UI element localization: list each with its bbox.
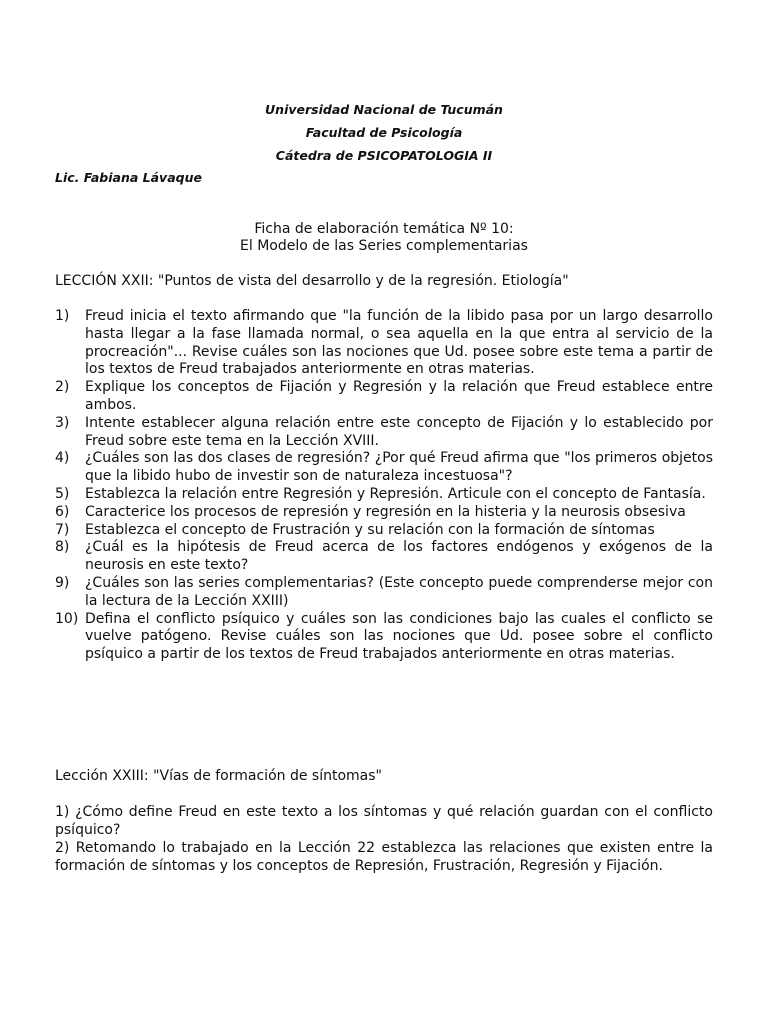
list-item xyxy=(55,486,713,504)
item-text: Caracterice los procesos de represión y regresión en la histeria y la neurosis obsesiva xyxy=(85,503,686,520)
item-number: 6) xyxy=(55,503,70,520)
chair-name: Cátedra de PSICOPATOLOGIA II xyxy=(275,148,493,163)
item-number: 3) xyxy=(55,414,70,431)
item-number: 2) xyxy=(55,379,70,396)
list-item xyxy=(55,522,713,540)
item-text: Defina el conflicto psíquico y cuáles son las condiciones bajo las cuales el conflicto se vuelve patógeno. Revise cuáles son las nociones que Ud. posee sobre el conflicto psíquico a partir de los textos de Freud trabajados anteriormente en otras materias. xyxy=(85,610,713,663)
item-text: ¿Cuáles son las series complementarias? (Este concepto puede comprenderse mejor con la lectura de la Lección XXIII) xyxy=(85,574,713,609)
list-item xyxy=(55,450,713,486)
item-number: 9) xyxy=(55,574,70,591)
item-number: 8) xyxy=(55,539,70,556)
list-item xyxy=(55,379,713,415)
faculty-name: Facultad de Psicología xyxy=(305,125,463,140)
university-name: Universidad Nacional de Tucumán xyxy=(265,102,503,117)
list-item xyxy=(55,308,713,379)
author-name: Lic. Fabiana Lávaque xyxy=(55,170,202,185)
item-number: 4) xyxy=(55,450,70,467)
list-item xyxy=(55,504,713,522)
lesson-23-question-1: 1) ¿Cómo define Freud en este texto a los síntomas y qué relación guardan con el conflicto psíquico? xyxy=(55,804,713,838)
item-text: Establezca el concepto de Frustración y su relación con la formación de síntomas xyxy=(85,521,655,538)
list-item xyxy=(55,611,713,664)
lesson-22-heading: LECCIÓN XXII: "Puntos de vista del desarrollo y de la regresión. Etiología" xyxy=(55,273,569,289)
list-item xyxy=(55,539,713,575)
item-number: 7) xyxy=(55,521,70,538)
lesson-22-question-list xyxy=(55,308,713,664)
item-number: 5) xyxy=(55,485,70,502)
item-text: Establezca la relación entre Regresión y Represión. Articule con el concepto de Fantasía. xyxy=(85,485,706,502)
item-text: Intente establecer alguna relación entre este concepto de Fijación y lo establecido por Freud sobre este tema en la Lección XVIII. xyxy=(85,414,713,449)
document-title-line-1: Ficha de elaboración temática Nº 10: xyxy=(254,221,514,237)
list-item xyxy=(55,415,713,451)
item-text: Freud inicia el texto afirmando que "la función de la libido pasa por un largo desarrollo hasta llegar a la fase llamada normal, o sea aquella en la que entra al servicio de la procreación"... Revise cuáles son las nociones que Ud. posee sobre este tema a partir de los textos de Freud trabajados anteriormente en otras materias. xyxy=(85,308,713,378)
item-number: 1) xyxy=(55,308,70,324)
item-text: ¿Cuál es la hipótesis de Freud acerca de los factores endógenos y exógenos de la neurosis en este texto? xyxy=(85,539,713,574)
item-text: ¿Cuáles son las dos clases de regresión? ¿Por qué Freud afirma que "los primeros objetos que la libido hubo de investir son de naturaleza incestuosa"? xyxy=(85,450,713,485)
lesson-23-question-2: 2) Retomando lo trabajado en la Lección 22 establezca las relaciones que existen entre la formación de síntomas y los conceptos de Represión, Frustración, Regresión y Fijación. xyxy=(55,840,713,874)
lesson-23-heading: Lección XXIII: "Vías de formación de síntomas" xyxy=(55,768,382,784)
item-text: Explique los conceptos de Fijación y Regresión y la relación que Freud establece entre ambos. xyxy=(85,379,713,413)
list-item xyxy=(55,575,713,611)
item-number: 10) xyxy=(55,610,79,627)
document-title-line-2: El Modelo de las Series complementarias xyxy=(240,238,528,254)
